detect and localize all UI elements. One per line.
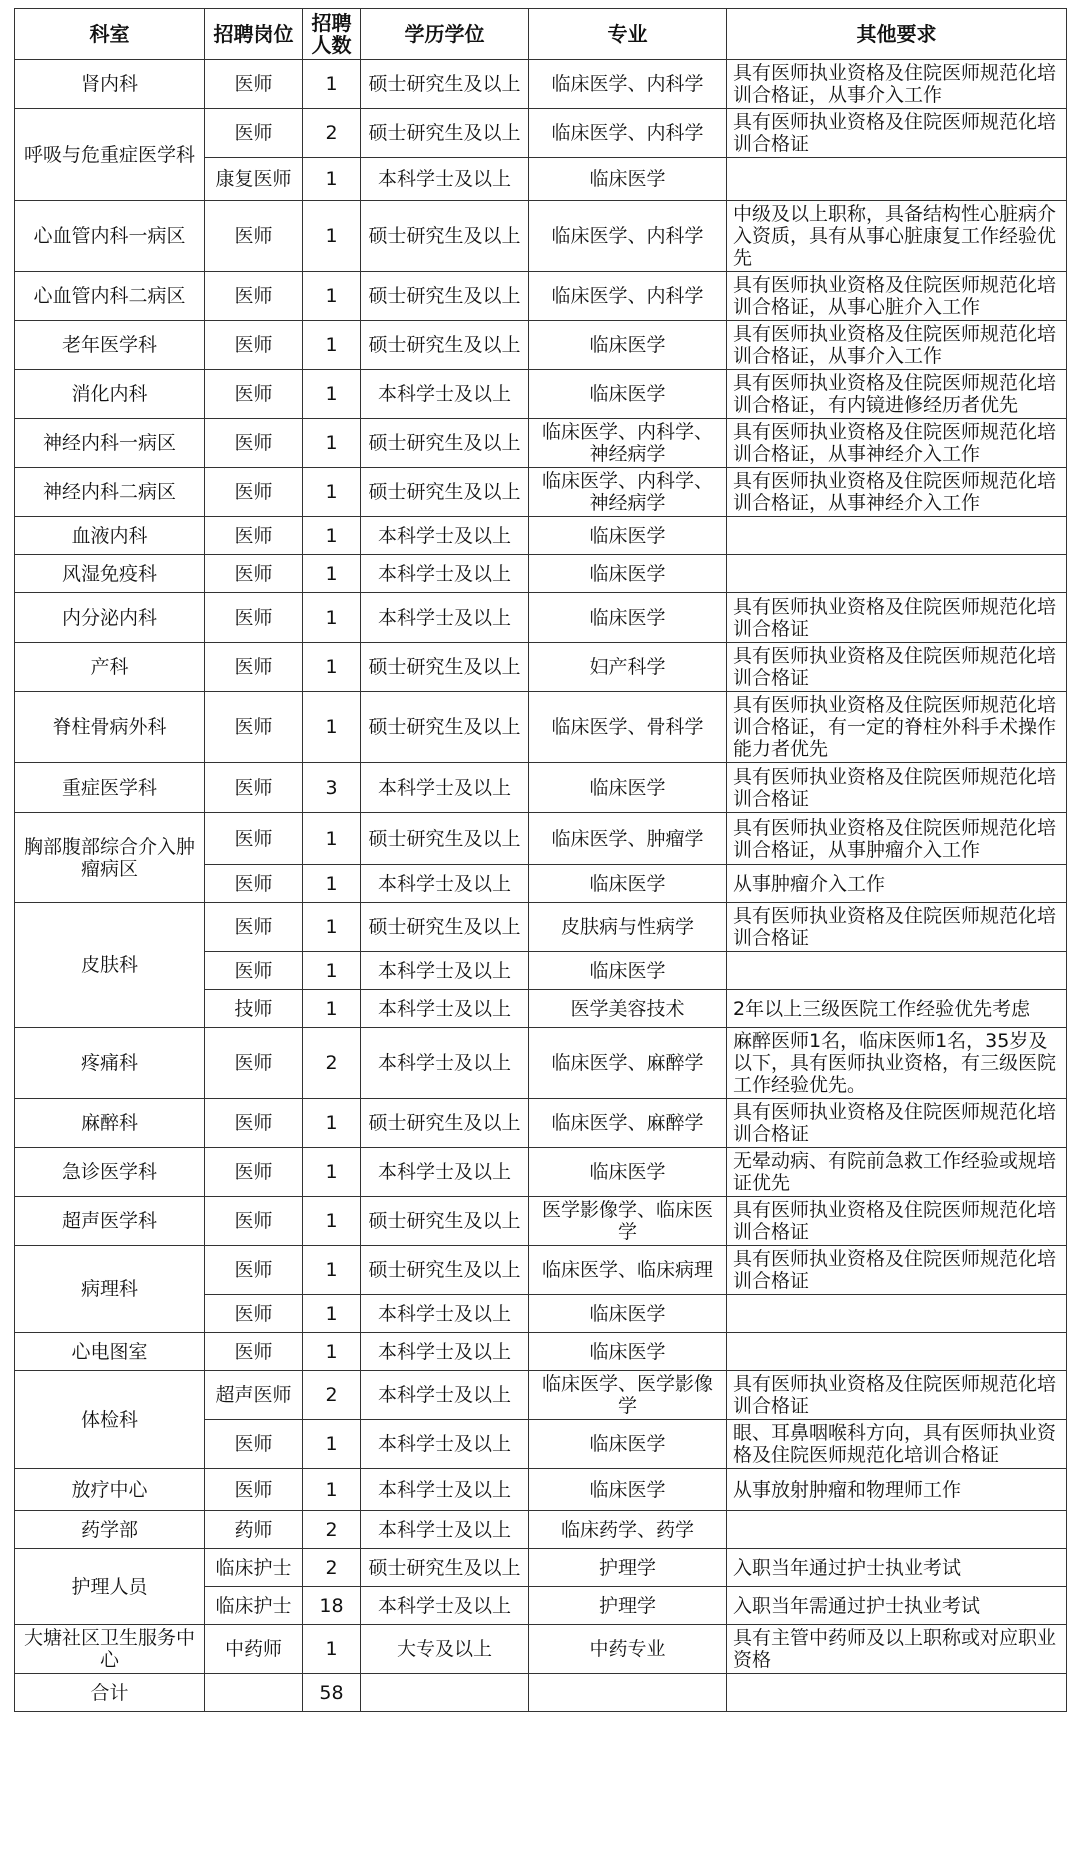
cell-department: 疼痛科	[15, 1028, 205, 1099]
cell-requirements: 麻醉医师1名，临床医师1名，35岁及以下，具有医师执业资格，有三级医院工作经验优先。	[727, 1028, 1067, 1099]
cell-department: 肾内科	[15, 60, 205, 109]
cell-department: 消化内科	[15, 370, 205, 419]
cell-position: 医师	[205, 903, 303, 952]
cell-education	[361, 1674, 529, 1712]
cell-position: 超声医师	[205, 1371, 303, 1420]
table-row	[15, 109, 1067, 158]
cell-count: 2	[303, 1028, 361, 1099]
cell-requirements	[727, 158, 1067, 201]
table-row	[15, 1099, 1067, 1148]
cell-department: 神经内科二病区	[15, 468, 205, 517]
cell-position: 医师	[205, 109, 303, 158]
cell-department: 超声医学科	[15, 1197, 205, 1246]
cell-count: 1	[303, 201, 361, 272]
cell-education: 本科学士及以上	[361, 952, 529, 990]
table-row	[15, 321, 1067, 370]
cell-position: 康复医师	[205, 158, 303, 201]
table-row	[15, 1371, 1067, 1420]
table-row	[15, 468, 1067, 517]
cell-major: 临床医学、内科学	[529, 60, 727, 109]
cell-major: 临床医学	[529, 763, 727, 813]
cell-department: 血液内科	[15, 517, 205, 555]
cell-education: 硕士研究生及以上	[361, 1099, 529, 1148]
cell-requirements: 具有医师执业资格及住院医师规范化培训合格证，从事神经介入工作	[727, 419, 1067, 468]
cell-count: 1	[303, 1148, 361, 1197]
cell-position: 医师	[205, 1148, 303, 1197]
header-position: 招聘岗位	[205, 9, 303, 60]
cell-requirements: 眼、耳鼻咽喉科方向，具有医师执业资格及住院医师规范化培训合格证	[727, 1420, 1067, 1469]
cell-requirements	[727, 952, 1067, 990]
cell-requirements: 从事放射肿瘤和物理师工作	[727, 1469, 1067, 1511]
cell-major: 临床药学、药学	[529, 1511, 727, 1549]
cell-major: 皮肤病与性病学	[529, 903, 727, 952]
cell-education: 本科学士及以上	[361, 1295, 529, 1333]
table-row	[15, 593, 1067, 643]
cell-department: 大塘社区卫生服务中心	[15, 1625, 205, 1674]
cell-requirements: 具有主管中药师及以上职称或对应职业资格	[727, 1625, 1067, 1674]
table-row	[15, 813, 1067, 865]
cell-major: 临床医学	[529, 321, 727, 370]
cell-count: 1	[303, 1469, 361, 1511]
table-row	[15, 1197, 1067, 1246]
cell-education: 本科学士及以上	[361, 1420, 529, 1469]
table-row	[15, 1549, 1067, 1587]
cell-requirements: 具有医师执业资格及住院医师规范化培训合格证，从事神经介入工作	[727, 468, 1067, 517]
cell-major: 临床医学	[529, 1148, 727, 1197]
cell-requirements: 具有医师执业资格及住院医师规范化培训合格证	[727, 1099, 1067, 1148]
cell-requirements: 具有医师执业资格及住院医师规范化培训合格证，从事介入工作	[727, 321, 1067, 370]
cell-requirements	[727, 1295, 1067, 1333]
cell-count: 2	[303, 1511, 361, 1549]
cell-major: 临床医学	[529, 370, 727, 419]
cell-major: 中药专业	[529, 1625, 727, 1674]
cell-position: 医师	[205, 763, 303, 813]
header-requirements: 其他要求	[727, 9, 1067, 60]
cell-requirements: 具有医师执业资格及住院医师规范化培训合格证，有内镜进修经历者优先	[727, 370, 1067, 419]
cell-count: 18	[303, 1587, 361, 1625]
cell-count: 1	[303, 593, 361, 643]
cell-major: 临床医学、医学影像学	[529, 1371, 727, 1420]
cell-major: 护理学	[529, 1587, 727, 1625]
cell-position: 医师	[205, 1028, 303, 1099]
cell-education: 本科学士及以上	[361, 370, 529, 419]
table-row	[15, 419, 1067, 468]
cell-requirements	[727, 1511, 1067, 1549]
cell-count: 1	[303, 1420, 361, 1469]
cell-major: 临床医学、内科学、神经病学	[529, 468, 727, 517]
cell-education: 本科学士及以上	[361, 1587, 529, 1625]
cell-major: 护理学	[529, 1549, 727, 1587]
table-row	[15, 1625, 1067, 1674]
cell-position: 医师	[205, 1246, 303, 1295]
cell-requirements: 具有医师执业资格及住院医师规范化培训合格证	[727, 1246, 1067, 1295]
cell-count: 1	[303, 1246, 361, 1295]
cell-education: 硕士研究生及以上	[361, 692, 529, 763]
cell-requirements	[727, 555, 1067, 593]
cell-education: 硕士研究生及以上	[361, 272, 529, 321]
cell-major: 临床医学	[529, 1469, 727, 1511]
cell-department: 神经内科一病区	[15, 419, 205, 468]
cell-education: 硕士研究生及以上	[361, 109, 529, 158]
cell-education: 本科学士及以上	[361, 1333, 529, 1371]
cell-position: 医师	[205, 321, 303, 370]
cell-education: 硕士研究生及以上	[361, 419, 529, 468]
cell-position: 医师	[205, 692, 303, 763]
cell-count: 1	[303, 952, 361, 990]
cell-education: 硕士研究生及以上	[361, 1197, 529, 1246]
cell-major: 临床医学	[529, 1295, 727, 1333]
cell-position: 技师	[205, 990, 303, 1028]
table-row	[15, 1246, 1067, 1295]
cell-requirements: 具有医师执业资格及住院医师规范化培训合格证，从事介入工作	[727, 60, 1067, 109]
cell-education: 大专及以上	[361, 1625, 529, 1674]
header-count: 招聘人数	[303, 9, 361, 60]
cell-count: 58	[303, 1674, 361, 1712]
cell-count: 1	[303, 158, 361, 201]
cell-major: 临床医学、内科学	[529, 109, 727, 158]
cell-position: 医师	[205, 60, 303, 109]
cell-requirements: 具有医师执业资格及住院医师规范化培训合格证	[727, 643, 1067, 692]
cell-department: 麻醉科	[15, 1099, 205, 1148]
cell-position: 医师	[205, 419, 303, 468]
cell-department: 心电图室	[15, 1333, 205, 1371]
cell-position: 中药师	[205, 1625, 303, 1674]
cell-education: 本科学士及以上	[361, 555, 529, 593]
cell-education: 硕士研究生及以上	[361, 813, 529, 865]
table-row	[15, 1028, 1067, 1099]
cell-position: 医师	[205, 370, 303, 419]
cell-department: 老年医学科	[15, 321, 205, 370]
cell-major: 医学影像学、临床医学	[529, 1197, 727, 1246]
cell-major: 临床医学、肿瘤学	[529, 813, 727, 865]
cell-position: 临床护士	[205, 1549, 303, 1587]
cell-count: 1	[303, 1099, 361, 1148]
cell-major: 临床医学	[529, 1420, 727, 1469]
cell-education: 硕士研究生及以上	[361, 1549, 529, 1587]
cell-count: 1	[303, 272, 361, 321]
cell-count: 1	[303, 370, 361, 419]
cell-major: 临床医学、临床病理	[529, 1246, 727, 1295]
cell-department: 病理科	[15, 1246, 205, 1333]
cell-major	[529, 1674, 727, 1712]
cell-requirements: 具有医师执业资格及住院医师规范化培训合格证，从事心脏介入工作	[727, 272, 1067, 321]
cell-major: 临床医学	[529, 1333, 727, 1371]
cell-education: 本科学士及以上	[361, 763, 529, 813]
table-row	[15, 201, 1067, 272]
table-row	[15, 60, 1067, 109]
cell-education: 本科学士及以上	[361, 1371, 529, 1420]
header-row	[15, 9, 1067, 60]
header-department: 科室	[15, 9, 205, 60]
cell-position: 医师	[205, 201, 303, 272]
cell-department: 合计	[15, 1674, 205, 1712]
cell-position: 药师	[205, 1511, 303, 1549]
cell-requirements: 具有医师执业资格及住院医师规范化培训合格证	[727, 1371, 1067, 1420]
cell-requirements	[727, 517, 1067, 555]
cell-education: 本科学士及以上	[361, 1028, 529, 1099]
cell-position: 医师	[205, 1099, 303, 1148]
cell-department: 心血管内科二病区	[15, 272, 205, 321]
cell-education: 本科学士及以上	[361, 990, 529, 1028]
cell-education: 本科学士及以上	[361, 517, 529, 555]
cell-position	[205, 1674, 303, 1712]
cell-department: 护理人员	[15, 1549, 205, 1625]
cell-requirements: 2年以上三级医院工作经验优先考虑	[727, 990, 1067, 1028]
cell-position: 医师	[205, 272, 303, 321]
cell-education: 本科学士及以上	[361, 865, 529, 903]
cell-major: 临床医学、麻醉学	[529, 1028, 727, 1099]
cell-education: 本科学士及以上	[361, 158, 529, 201]
table-body	[15, 60, 1067, 1712]
cell-position: 医师	[205, 517, 303, 555]
cell-department: 产科	[15, 643, 205, 692]
cell-department: 心血管内科一病区	[15, 201, 205, 272]
cell-department: 重症医学科	[15, 763, 205, 813]
cell-department: 胸部腹部综合介入肿瘤病区	[15, 813, 205, 903]
cell-education: 本科学士及以上	[361, 593, 529, 643]
cell-department: 内分泌内科	[15, 593, 205, 643]
cell-department: 呼吸与危重症医学科	[15, 109, 205, 201]
cell-position: 医师	[205, 593, 303, 643]
cell-requirements: 入职当年需通过护士执业考试	[727, 1587, 1067, 1625]
cell-major: 妇产科学	[529, 643, 727, 692]
table-row	[15, 1674, 1067, 1712]
cell-education: 本科学士及以上	[361, 1469, 529, 1511]
cell-education: 硕士研究生及以上	[361, 643, 529, 692]
cell-major: 临床医学	[529, 555, 727, 593]
cell-position: 医师	[205, 1197, 303, 1246]
table-row	[15, 370, 1067, 419]
cell-major: 临床医学、内科学	[529, 201, 727, 272]
cell-department: 风湿免疫科	[15, 555, 205, 593]
cell-position: 临床护士	[205, 1587, 303, 1625]
cell-department: 体检科	[15, 1371, 205, 1469]
cell-education: 硕士研究生及以上	[361, 321, 529, 370]
cell-requirements	[727, 1674, 1067, 1712]
cell-major: 临床医学、内科学	[529, 272, 727, 321]
cell-requirements: 具有医师执业资格及住院医师规范化培训合格证	[727, 903, 1067, 952]
cell-education: 硕士研究生及以上	[361, 60, 529, 109]
cell-major: 临床医学	[529, 158, 727, 201]
cell-count: 1	[303, 1197, 361, 1246]
table-row	[15, 692, 1067, 763]
cell-count: 1	[303, 865, 361, 903]
cell-department: 皮肤科	[15, 903, 205, 1028]
cell-count: 1	[303, 555, 361, 593]
cell-count: 1	[303, 60, 361, 109]
cell-education: 硕士研究生及以上	[361, 1246, 529, 1295]
cell-count: 1	[303, 517, 361, 555]
cell-position: 医师	[205, 643, 303, 692]
cell-requirements: 无晕动病、有院前急救工作经验或规培证优先	[727, 1148, 1067, 1197]
cell-count: 1	[303, 813, 361, 865]
cell-major: 临床医学、麻醉学	[529, 1099, 727, 1148]
header-education: 学历学位	[361, 9, 529, 60]
cell-count: 2	[303, 109, 361, 158]
table-row	[15, 517, 1067, 555]
cell-count: 2	[303, 1549, 361, 1587]
header-major: 专业	[529, 9, 727, 60]
cell-major: 临床医学	[529, 865, 727, 903]
cell-position: 医师	[205, 1420, 303, 1469]
cell-count: 1	[303, 1295, 361, 1333]
table-row	[15, 903, 1067, 952]
table-row	[15, 1333, 1067, 1371]
cell-position: 医师	[205, 468, 303, 517]
table-row	[15, 1148, 1067, 1197]
cell-department: 药学部	[15, 1511, 205, 1549]
recruitment-table	[14, 8, 1067, 1712]
cell-position: 医师	[205, 865, 303, 903]
cell-major: 临床医学、内科学、神经病学	[529, 419, 727, 468]
cell-count: 1	[303, 1333, 361, 1371]
cell-count: 1	[303, 903, 361, 952]
cell-count: 1	[303, 419, 361, 468]
cell-education: 硕士研究生及以上	[361, 201, 529, 272]
cell-education: 本科学士及以上	[361, 1511, 529, 1549]
cell-major: 临床医学	[529, 593, 727, 643]
cell-count: 1	[303, 1625, 361, 1674]
cell-count: 1	[303, 990, 361, 1028]
cell-position: 医师	[205, 1469, 303, 1511]
table-row	[15, 643, 1067, 692]
cell-position: 医师	[205, 555, 303, 593]
cell-position: 医师	[205, 813, 303, 865]
table-row	[15, 272, 1067, 321]
cell-education: 硕士研究生及以上	[361, 468, 529, 517]
cell-major: 医学美容技术	[529, 990, 727, 1028]
cell-requirements: 中级及以上职称，具备结构性心脏病介入资质，具有从事心脏康复工作经验优先	[727, 201, 1067, 272]
cell-count: 3	[303, 763, 361, 813]
cell-requirements: 具有医师执业资格及住院医师规范化培训合格证，有一定的脊柱外科手术操作能力者优先	[727, 692, 1067, 763]
cell-count: 1	[303, 321, 361, 370]
cell-requirements: 具有医师执业资格及住院医师规范化培训合格证	[727, 1197, 1067, 1246]
cell-count: 1	[303, 643, 361, 692]
table-row	[15, 763, 1067, 813]
cell-major: 临床医学	[529, 517, 727, 555]
cell-count: 1	[303, 692, 361, 763]
cell-count: 1	[303, 468, 361, 517]
cell-department: 放疗中心	[15, 1469, 205, 1511]
cell-position: 医师	[205, 1333, 303, 1371]
cell-requirements: 具有医师执业资格及住院医师规范化培训合格证，从事肿瘤介入工作	[727, 813, 1067, 865]
table-row	[15, 555, 1067, 593]
cell-requirements: 入职当年通过护士执业考试	[727, 1549, 1067, 1587]
cell-count: 2	[303, 1371, 361, 1420]
cell-requirements: 具有医师执业资格及住院医师规范化培训合格证	[727, 109, 1067, 158]
cell-requirements	[727, 1333, 1067, 1371]
table-row	[15, 1469, 1067, 1511]
cell-major: 临床医学、骨科学	[529, 692, 727, 763]
cell-major: 临床医学	[529, 952, 727, 990]
table-row	[15, 1511, 1067, 1549]
cell-education: 本科学士及以上	[361, 1148, 529, 1197]
cell-position: 医师	[205, 952, 303, 990]
cell-education: 硕士研究生及以上	[361, 903, 529, 952]
cell-requirements: 具有医师执业资格及住院医师规范化培训合格证	[727, 593, 1067, 643]
cell-department: 脊柱骨病外科	[15, 692, 205, 763]
cell-department: 急诊医学科	[15, 1148, 205, 1197]
cell-requirements: 具有医师执业资格及住院医师规范化培训合格证	[727, 763, 1067, 813]
cell-position: 医师	[205, 1295, 303, 1333]
cell-requirements: 从事肿瘤介入工作	[727, 865, 1067, 903]
